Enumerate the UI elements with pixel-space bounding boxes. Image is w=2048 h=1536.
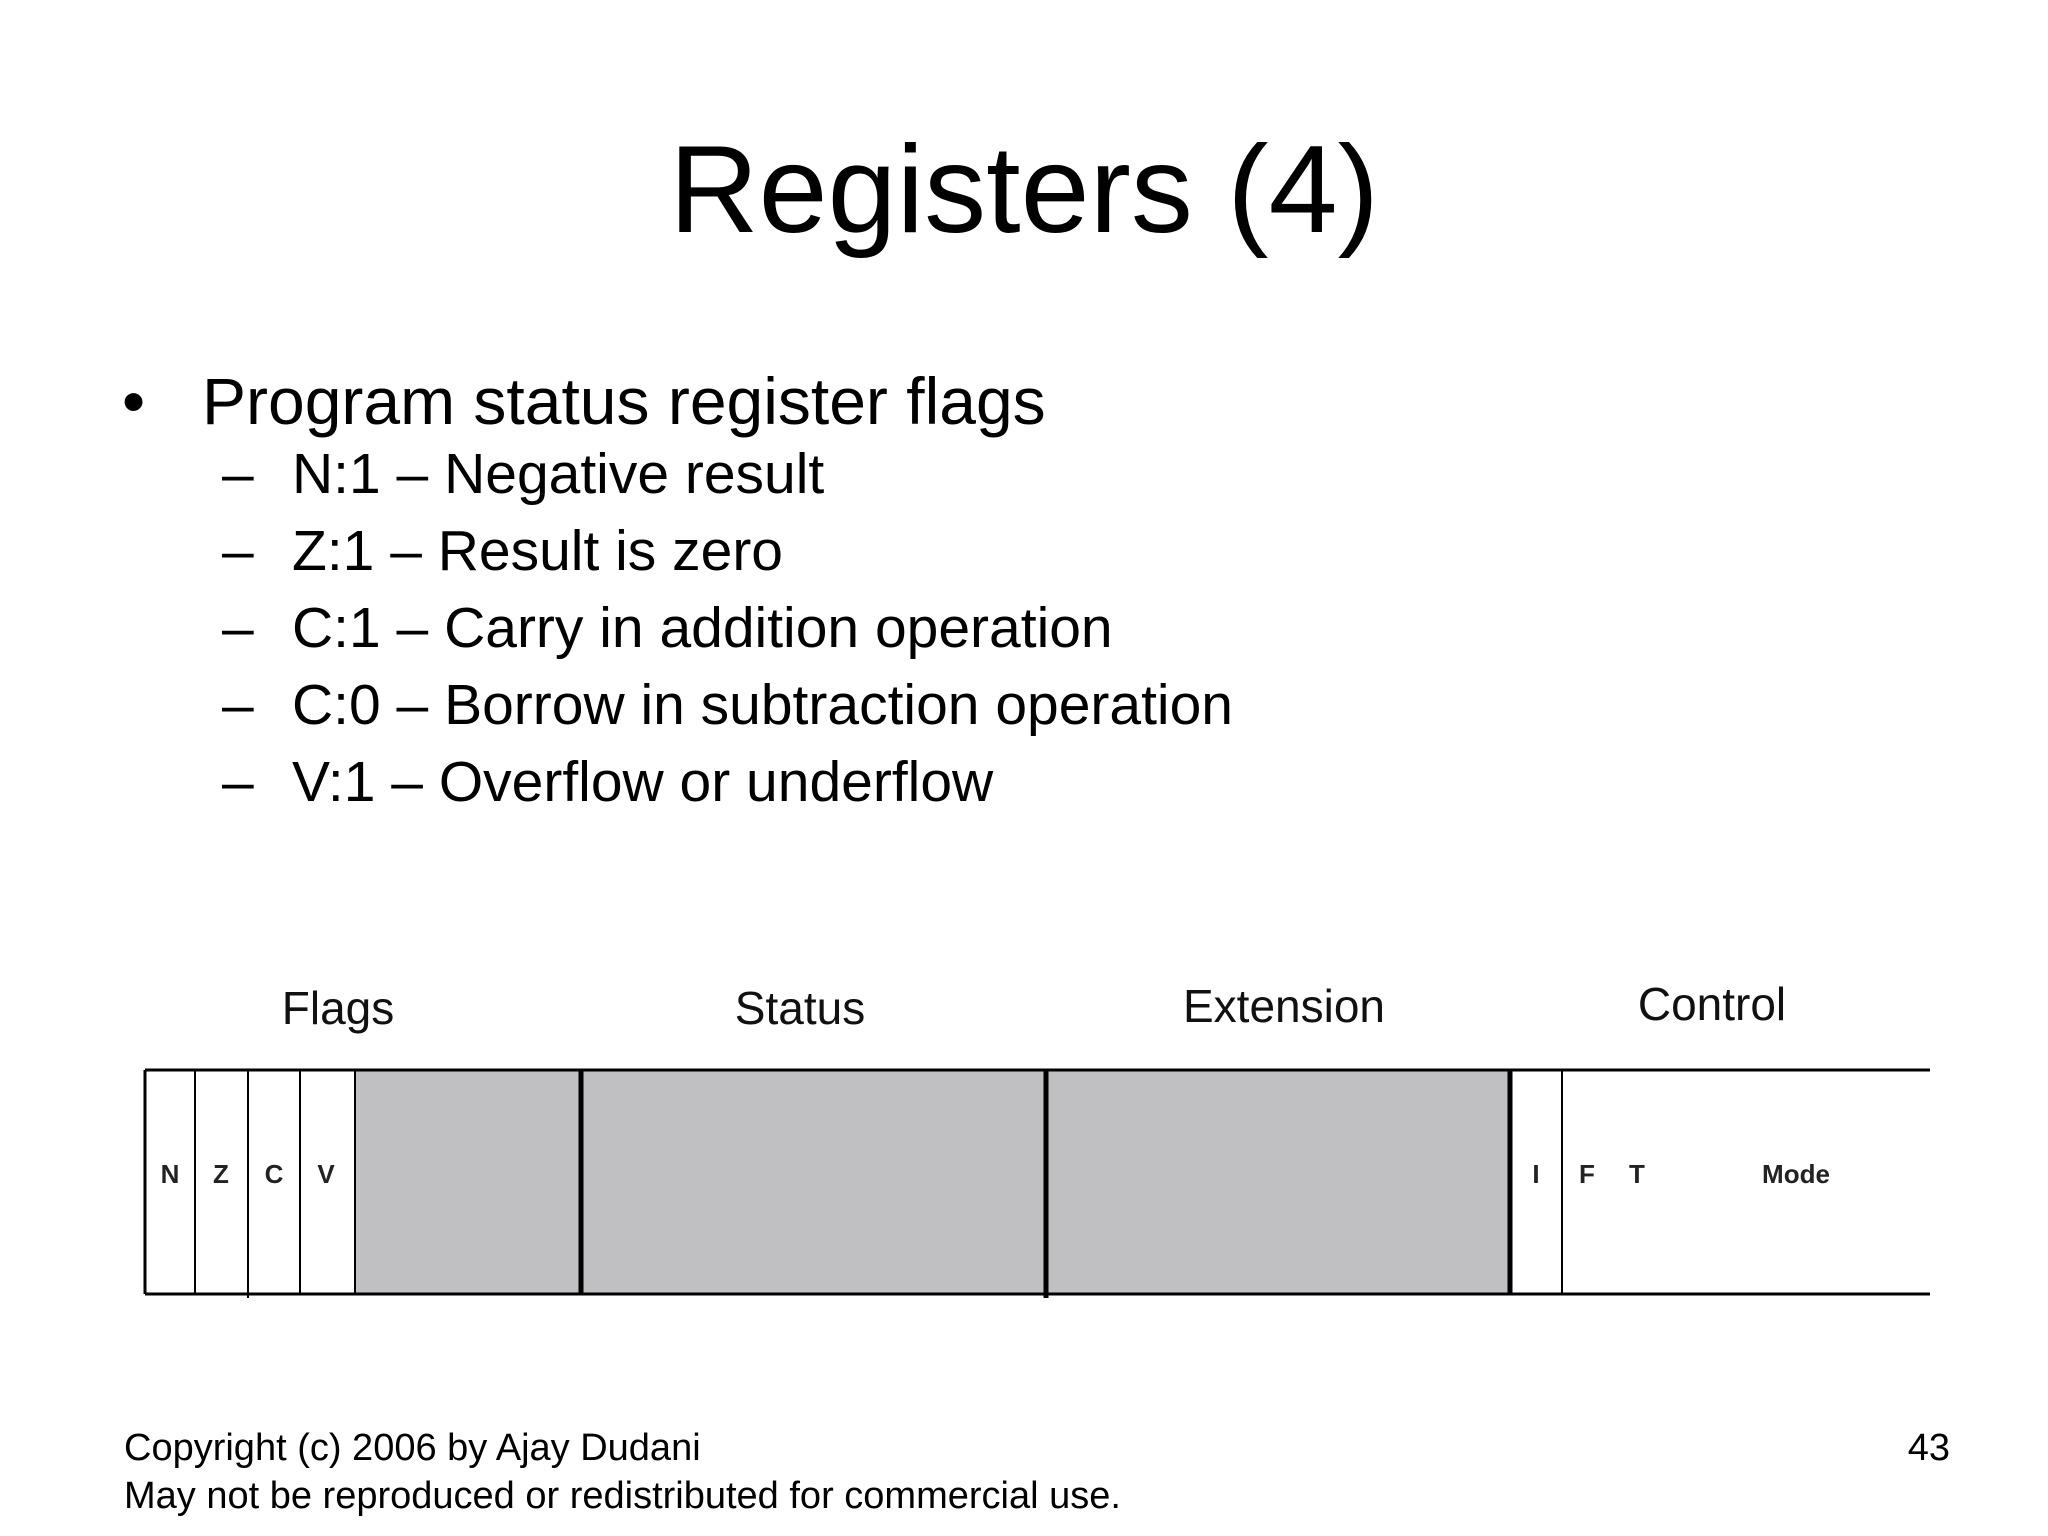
usage-notice: May not be reproduced or redistributed for commercial use. — [124, 1475, 1121, 1517]
bit-label-f: F — [1579, 1159, 1595, 1189]
flag-item-zero: Z:1 – Result is zero — [292, 519, 784, 583]
bullet-text: Program status register flags — [202, 364, 1046, 438]
field-label-flags: Flags — [281, 982, 395, 1034]
dash-marker: – — [222, 442, 254, 506]
psr-register-diagram — [0, 960, 2048, 1360]
copyright-text: Copyright (c) 2006 by Ajay Dudani — [124, 1427, 701, 1469]
bit-label-z: Z — [213, 1159, 229, 1189]
bit-label-i: I — [1532, 1159, 1540, 1189]
dash-marker: – — [222, 596, 254, 660]
flag-item-carry: C:1 – Carry in addition operation — [292, 596, 1113, 660]
bit-label-c: C — [264, 1159, 284, 1189]
dash-marker: – — [222, 750, 254, 814]
bit-label-mode: Mode — [1762, 1159, 1830, 1189]
bullet-marker: • — [122, 364, 146, 438]
bit-label-v: V — [317, 1159, 335, 1189]
reserved-bits-area — [356, 1070, 1510, 1294]
bit-label-t: T — [1629, 1159, 1645, 1189]
field-label-control: Control — [1637, 978, 1787, 1030]
flag-item-negative: N:1 – Negative result — [292, 442, 825, 506]
dash-marker: – — [222, 519, 254, 583]
flag-item-borrow: C:0 – Borrow in subtraction operation — [292, 673, 1234, 737]
field-label-extension: Extension — [1182, 980, 1386, 1032]
bit-label-n: N — [160, 1159, 180, 1189]
page-number: 43 — [1907, 1427, 1950, 1469]
footer-copyright-block — [124, 1424, 1121, 1520]
slide-title: Registers (4) — [669, 121, 1379, 259]
field-label-status: Status — [734, 982, 866, 1034]
flag-item-overflow: V:1 – Overflow or underflow — [292, 750, 994, 814]
dash-marker: – — [222, 673, 254, 737]
